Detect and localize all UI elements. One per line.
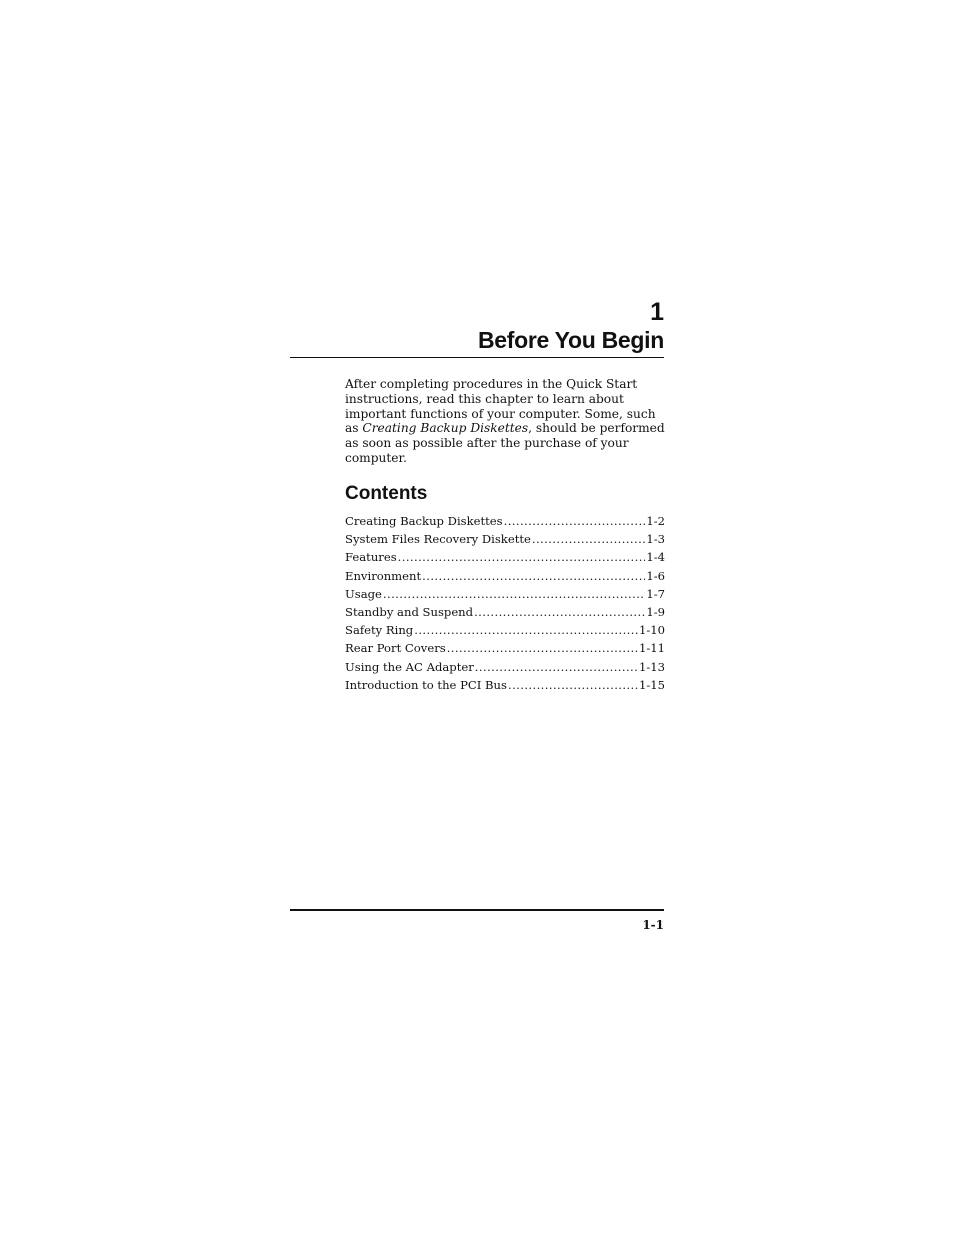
toc-entry[interactable] [345, 639, 665, 657]
toc-dot-leader [383, 585, 645, 603]
intro-text-before: After completing procedures in the Quick Start instructions, read this chapter to learn about important functions of your computer. Some, such as [345, 377, 656, 436]
contents-heading: Contents [345, 483, 428, 504]
toc-entry[interactable] [345, 512, 665, 530]
intro-paragraph [345, 377, 667, 466]
table-of-contents [345, 512, 665, 694]
header-divider [290, 357, 664, 358]
toc-dot-leader [422, 567, 645, 585]
toc-entry[interactable] [345, 603, 665, 621]
toc-entry[interactable] [345, 548, 665, 566]
footer-divider [290, 909, 664, 911]
toc-entry-page: 1-4 [646, 550, 665, 565]
toc-entry[interactable] [345, 530, 665, 548]
chapter-number: 1 [650, 298, 664, 326]
toc-entry-title: Environment [345, 568, 422, 583]
toc-entry[interactable] [345, 658, 665, 676]
toc-dot-leader [398, 548, 646, 566]
toc-entry-page: 1-10 [638, 623, 665, 638]
toc-entry-title: System Files Recovery Diskette [345, 532, 531, 547]
toc-entry-title: Usage [345, 586, 382, 601]
toc-entry-title: Using the AC Adapter [345, 659, 474, 674]
toc-dot-leader [532, 530, 645, 548]
toc-entry-title: Rear Port Covers [345, 641, 446, 656]
toc-entry-page: 1-7 [646, 586, 665, 601]
toc-dot-leader [414, 621, 638, 639]
intro-emphasis: Creating Backup Diskettes [362, 421, 529, 436]
intro-text-after: , should be performed as soon as possible after the purchase of your computer. [345, 421, 665, 465]
toc-entry[interactable] [345, 676, 665, 694]
toc-entry[interactable] [345, 567, 665, 585]
toc-entry[interactable] [345, 621, 665, 639]
toc-entry-title: Introduction to the PCI Bus [345, 677, 507, 692]
toc-dot-leader [474, 603, 645, 621]
toc-dot-leader [504, 512, 646, 530]
toc-entry-page: 1-2 [646, 514, 665, 528]
toc-entry-title: Safety Ring [345, 623, 414, 638]
toc-entry-page: 1-6 [646, 568, 665, 583]
toc-entry-page: 1-11 [638, 641, 665, 656]
toc-entry-title: Features [345, 550, 397, 565]
toc-entry-title: Creating Backup Diskettes [345, 514, 503, 528]
page-number: 1-1 [642, 918, 664, 932]
toc-dot-leader [475, 658, 638, 676]
toc-entry-title: Standby and Suspend [345, 604, 474, 619]
toc-entry-page: 1-15 [638, 677, 665, 692]
toc-entry[interactable] [345, 585, 665, 603]
toc-dot-leader [447, 639, 638, 657]
toc-entry-page: 1-13 [638, 659, 665, 674]
toc-dot-leader [508, 676, 638, 694]
toc-entry-page: 1-9 [646, 604, 665, 619]
chapter-title: Before You Begin [477, 327, 664, 353]
toc-entry-page: 1-3 [646, 532, 665, 547]
